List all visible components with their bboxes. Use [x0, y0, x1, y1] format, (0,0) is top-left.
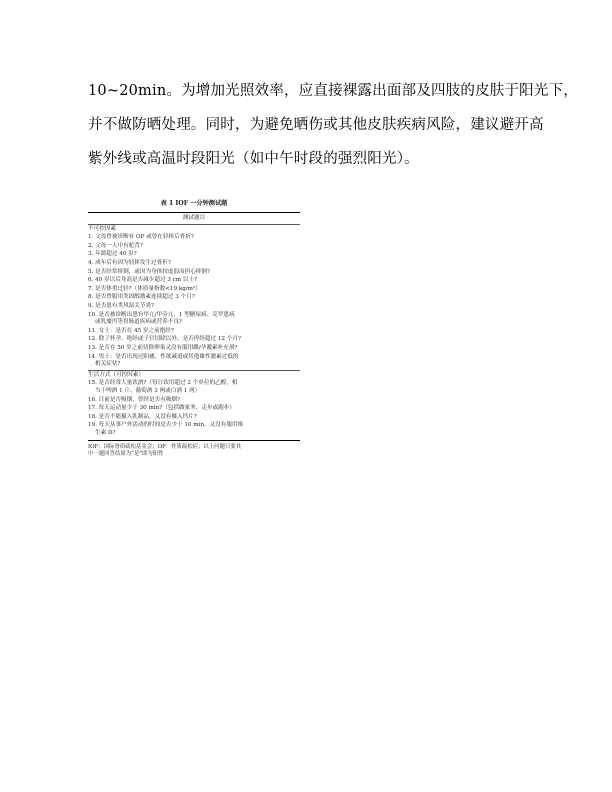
section-lifestyle-items	[88, 380, 300, 438]
question-item	[88, 303, 300, 312]
table-title: 表 1 IOF 一分钟测试题	[160, 200, 228, 207]
question-text: 12. 除了怀孕、绝经或子宫切除以外，是否停经超过 12 个月?	[88, 336, 242, 343]
paragraph-line: 紫外线或高温时段阳光（如中午时段的强烈阳光）。	[88, 151, 419, 167]
question-text: 17. 每天运动量少于 30 min?（包括做家务、走步或跑步）	[88, 405, 235, 412]
question-text: 1. 父母曾被诊断有 OP 或曾在轻摔后骨折?	[88, 234, 194, 241]
body-paragraph	[88, 74, 578, 176]
question-text: 10. 是否被诊断出患有甲亢/甲旁亢、1 型糖尿病、克罗恩病	[88, 311, 235, 318]
question-text: 11. 女士：是否在 45 岁之前绝经?	[88, 327, 174, 334]
paragraph-line: 10~20min。为增加光照效率，应直接裸露出面部及四肢的皮肤于阳光下，	[88, 83, 578, 99]
question-text: 5. 是否经常摔倒，或因为身体较虚弱而担心摔倒?	[88, 268, 210, 275]
question-item	[88, 380, 300, 396]
question-text: 或乳糜泻等胃肠道疾病或营养不良?	[95, 319, 182, 326]
iof-test-table	[88, 200, 300, 459]
question-text: 4. 成年后有因为轻摔发生过骨折?	[88, 260, 171, 267]
question-text: 相关症状?	[95, 361, 121, 368]
question-item	[88, 242, 300, 251]
question-text: 9. 是否患有类风湿关节炎?	[88, 303, 155, 310]
question-text: 3. 年龄超过 40 岁?	[88, 251, 137, 258]
table-footnote	[88, 444, 300, 459]
question-text: 生素 D?	[95, 429, 116, 436]
question-item	[88, 268, 300, 277]
question-text: 13. 是否在 50 岁之前切除卵巢又没有服用雌/孕激素补充剂?	[88, 345, 238, 351]
question-item	[88, 327, 300, 336]
question-item	[88, 285, 300, 294]
question-item	[88, 336, 300, 345]
question-item	[88, 345, 300, 354]
question-item	[88, 234, 300, 243]
question-text: 当于啤酒 1 斤、葡萄酒 3 两或白酒 1 两）	[95, 387, 201, 394]
question-item	[88, 294, 300, 303]
question-text: 15. 是否经常大量饮酒?（每日饮用超过 2 个单位的乙醇，相	[88, 380, 238, 387]
question-item	[88, 413, 300, 422]
question-item	[88, 260, 300, 269]
section-uncontrollable-label: 不可控因素	[88, 226, 116, 233]
question-item	[88, 311, 300, 327]
table-bottom-rule	[88, 440, 300, 441]
question-text: 7. 是否体重过轻?（体质量指数<19 kg/m²）	[88, 285, 201, 292]
section-lifestyle-label: 生活方式（可控因素）	[88, 372, 144, 379]
question-text: 19. 每天从事户外活动的时间是否少于 10 min，又没有服用维	[88, 422, 244, 429]
question-item	[88, 277, 300, 286]
paragraph-line: 并不做防晒处理。同时，为避免晒伤或其他皮肤疾病风险，建议避开高	[88, 117, 544, 133]
question-text: 6. 40 岁以后身高是否减少超过 3 cm 以上?	[88, 277, 198, 284]
question-item	[88, 405, 300, 414]
footnote-line: IOF：国际骨质疏松基金会；OP：骨质疏松症；以上问题只要其	[88, 444, 242, 451]
table-header: 测试题目	[182, 214, 206, 221]
question-text: 14. 男士：是否出现过阳痿、性欲减退或其他雄性激素过低的	[88, 353, 239, 360]
question-text: 2. 父母一人中有驼背?	[88, 242, 143, 249]
footnote-line: 中一题回答结果为“是”即为阳性	[88, 451, 164, 458]
question-item	[88, 251, 300, 260]
question-item	[88, 422, 300, 438]
section-uncontrollable-items	[88, 234, 300, 370]
question-text: 16. 目前是否吸烟，曾经是否有吸烟?	[88, 396, 180, 403]
question-item	[88, 353, 300, 369]
question-item	[88, 396, 300, 405]
question-text: 18. 是否不能摄入乳制品，又没有摄入钙片?	[88, 413, 197, 420]
question-text: 8. 是否曾服用类固醇激素连续超过 3 个月?	[88, 294, 195, 301]
